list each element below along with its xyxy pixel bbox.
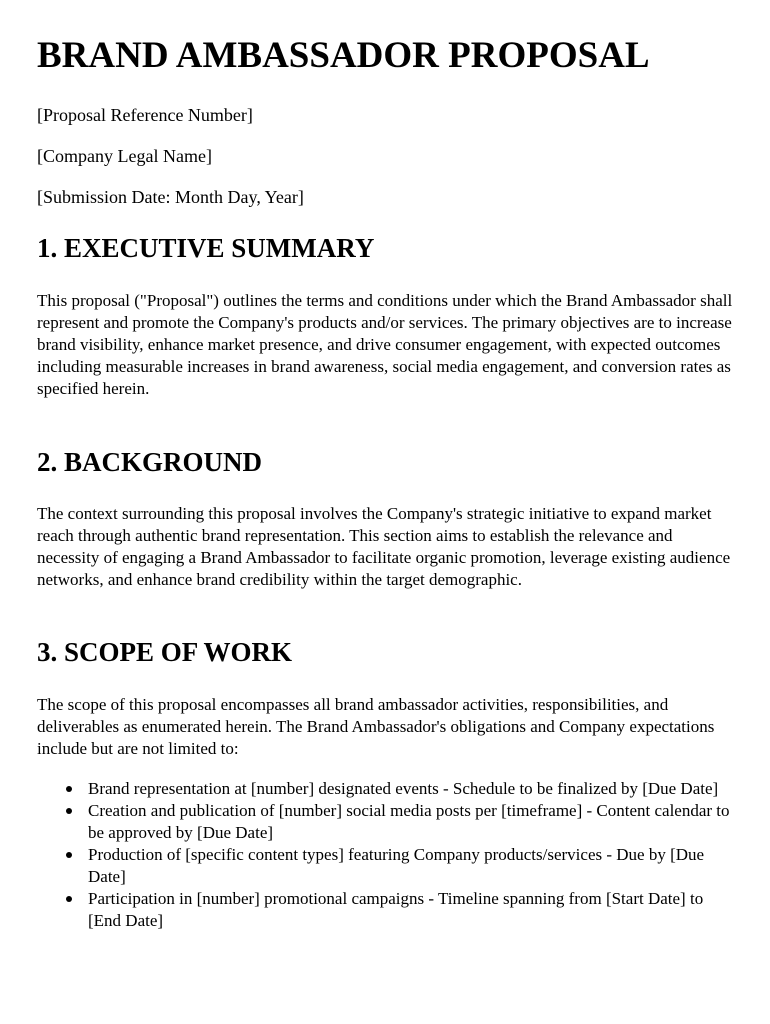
scope-of-work-list (37, 778, 737, 932)
list-item (37, 778, 737, 800)
bullet-icon (66, 786, 72, 792)
scope-of-work-paragraph: The scope of this proposal encompasses all brand ambassador activities, responsibilities, and deliverables as enumerated herein. The Brand Ambassador's obligations and Company expectations include but are not limited to: (37, 695, 715, 758)
list-item-text: Participation in [number] promotional campaigns - Timeline spanning from [Start Date] to [End Date] (88, 889, 704, 930)
executive-summary-heading: 1. EXECUTIVE SUMMARY (37, 233, 375, 263)
document-title: BRAND AMBASSADOR PROPOSAL (37, 35, 650, 76)
executive-summary-paragraph: This proposal ("Proposal") outlines the terms and conditions under which the Brand Ambassador shall represent and promote the Company's products and/or services. The primary objectives are to increase brand visibility, enhance market presence, and drive consumer engagement, with expected outcomes including measurable increases in brand awareness, social media engagement, and conversion rates as specified herein. (37, 291, 733, 398)
proposal-reference-number: [Proposal Reference Number] (37, 105, 253, 125)
bullet-icon (66, 808, 72, 814)
bullet-icon (66, 852, 72, 858)
list-item (37, 888, 737, 932)
list-item (37, 844, 737, 888)
background-paragraph: The context surrounding this proposal involves the Company's strategic initiative to expand market reach through authentic brand representation. This section aims to establish the relevance and necessity of engaging a Brand Ambassador to facilitate organic promotion, leverage existing audience networks, and enhance brand credibility within the target demographic. (37, 504, 731, 589)
bullet-icon (66, 896, 72, 902)
list-item-text: Creation and publication of [number] social media posts per [timeframe] - Content calendar to be approved by [Due Date] (88, 801, 730, 842)
list-item-text: Production of [specific content types] featuring Company products/services - Due by [Due Date] (88, 845, 705, 886)
submission-date: [Submission Date: Month Day, Year] (37, 187, 304, 207)
background-heading: 2. BACKGROUND (37, 447, 263, 477)
company-legal-name: [Company Legal Name] (37, 146, 212, 166)
list-item-text: Brand representation at [number] designated events - Schedule to be finalized by [Due Date] (88, 779, 719, 798)
scope-of-work-heading: 3. SCOPE OF WORK (37, 637, 293, 667)
list-item (37, 800, 737, 844)
